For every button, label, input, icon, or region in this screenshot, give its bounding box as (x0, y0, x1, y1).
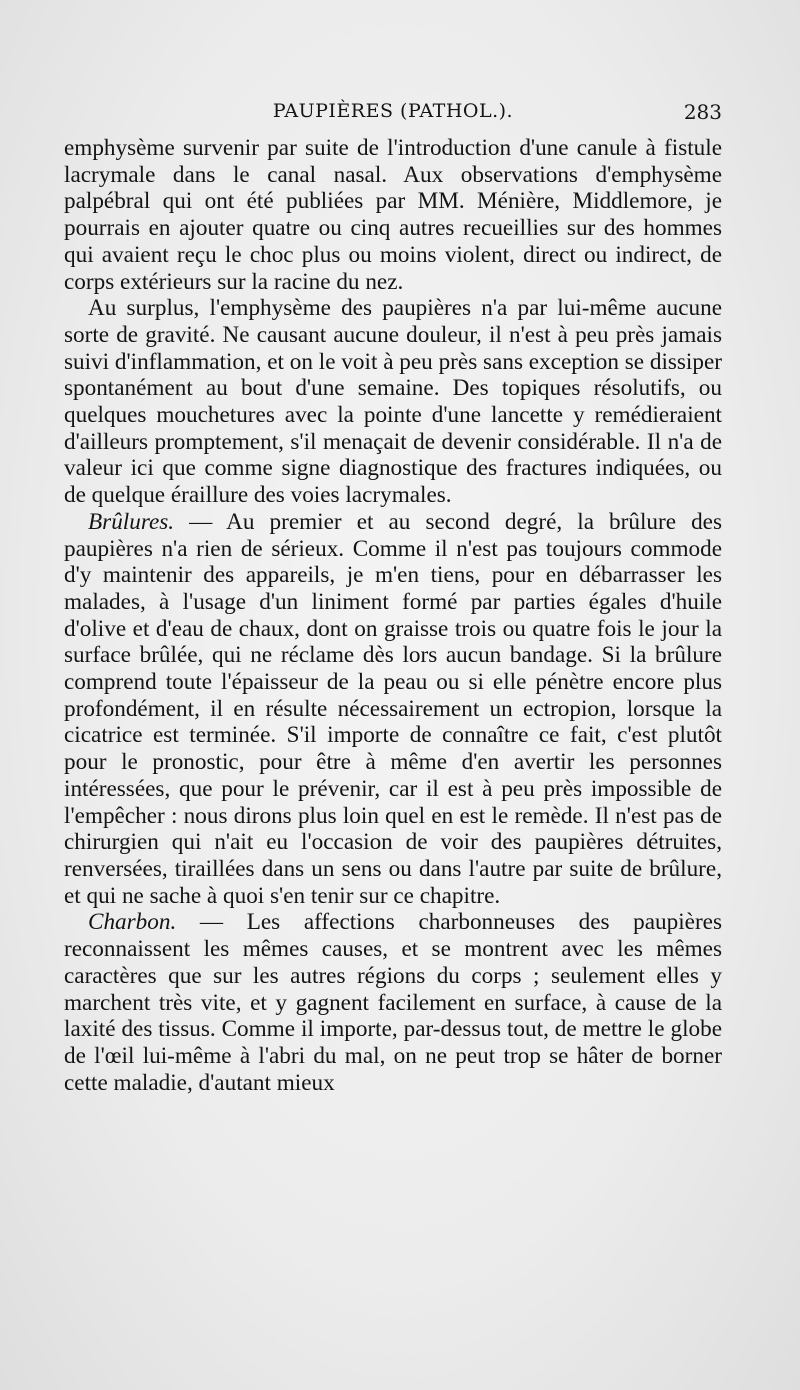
body-text (64, 135, 722, 1096)
running-head: PAUPIÈRES (PATHOL.). (272, 100, 514, 122)
page-header (64, 100, 722, 132)
paragraph-brulures (64, 509, 722, 910)
page-number: 283 (683, 100, 722, 124)
paragraph-text: — Les affections charbonneuses des paupières reconnaissent les mêmes causes, et se montrent avec les mêmes caractères que sur les autres régions du corps ; seulement elles y marchent très vite, et y gagnent facilement en surface, à cause de la laxité des tissus. Comme il importe, par-dessus tout, de mettre le globe de l'œil lui-même à l'abri du mal, on ne peut trop se hâter de borner cette maladie, d'autant mieux (64, 909, 722, 1096)
section-heading-charbon: Charbon. (88, 909, 177, 936)
paragraph-charbon (64, 909, 722, 1096)
section-heading-brulures: Brûlures. (88, 508, 175, 535)
paragraph-emphyseme-continuation (64, 135, 722, 295)
paragraph-text: emphysème survenir par suite de l'introduction d'une canule à fistule lacrymale dans le canal nasal. Aux observations d'emphysème palpébral qui ont été publiées par MM. Ménière, Middlemore, je pourrais en ajouter quatre ou cinq autres recueillies sur des hommes qui avaient reçu le choc plus ou moins violent, direct ou indirect, de corps extérieurs sur la racine du nez. (64, 135, 722, 295)
paragraph-text: — Au premier et au second degré, la brûlure des paupières n'a rien de sérieux. Comme il n'est pas toujours commode d'y maintenir des appareils, je m'en tiens, pour en débarrasser les malades, à l'usage d'un liniment formé par parties égales d'huile d'olive et d'eau de chaux, dont on graisse trois ou quatre fois le jour la surface brûlée, qui ne réclame dès lors aucun bandage. Si la brûlure comprend toute l'épaisseur de la peau ou si elle pénètre encore plus profondément, il en résulte nécessairement un ectropion, lorsque la cicatrice est terminée. S'il importe de connaître ce fait, c'est plutôt pour le pronostic, pour être à même d'en avertir les personnes intéressées, que pour le prévenir, car il est à peu près impossible de l'empêcher : nous dirons plus loin quel en est le remède. Il n'est pas de chirurgien qui n'ait eu l'occasion de voir des paupières détruites, renversées, tiraillées dans un sens ou dans l'autre par suite de brûlure, et qui ne sache à quoi s'en tenir sur ce chapitre. (64, 508, 722, 909)
paragraph-emphyseme-gravite (64, 295, 722, 509)
paragraph-text: Au surplus, l'emphysème des paupières n'a par lui-même aucune sorte de gravité. Ne causant aucune douleur, il n'est à peu près jamais suivi d'inflammation, et on le voit à peu près sans exception se dissiper spontanément au bout d'une semaine. Des topiques résolutifs, ou quelques mouchetures avec la pointe d'une lancette y remédieraient d'ailleurs promptement, s'il menaçait de devenir considérable. Il n'a de valeur ici que comme signe diagnostique des fractures indiquées, ou de quelque éraillure des voies lacrymales. (64, 295, 722, 509)
